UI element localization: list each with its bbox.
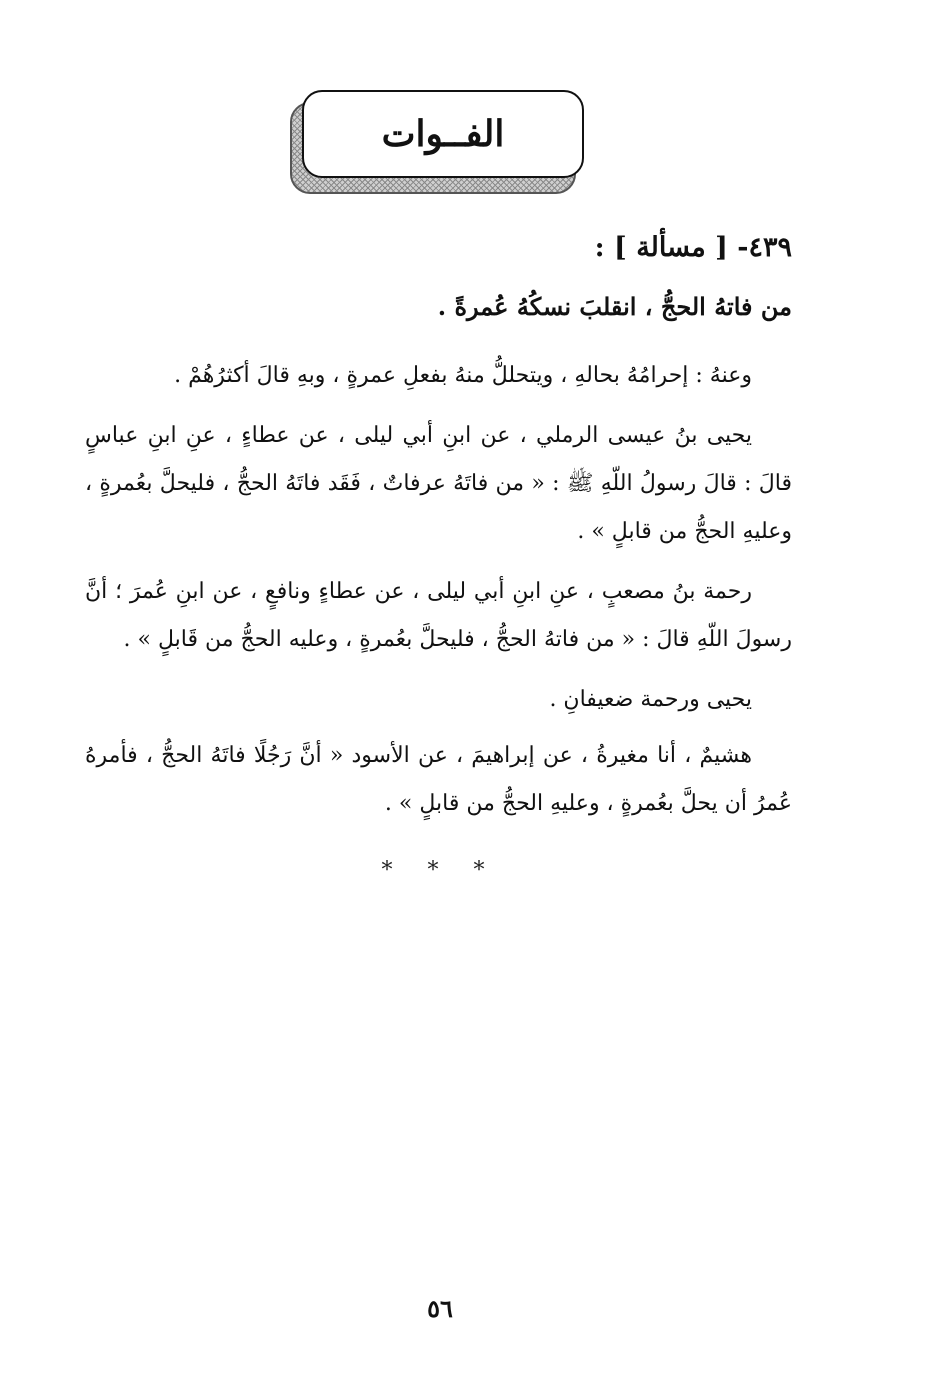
paragraph-5: هشيمٌ ، أنا مغيرةُ ، عن إبراهيمَ ، عن الأسود « أنَّ رَجُلًا فاتَهُ الحجُّ ، فأمرهُ عُمرُ أن يحلَّ بعُمرةٍ ، وعليهِ الحجُّ من قابلٍ » . <box>85 743 792 816</box>
entry-label: [ مسألة ] : <box>594 232 728 263</box>
page-number: ٥٦ <box>427 1294 453 1323</box>
title-box <box>302 90 584 178</box>
paragraph-2: يحيى بنُ عيسى الرملي ، عن ابنِ أبي ليلى ، عن عطاءٍ ، عنِ ابنِ عباسٍ قالَ : قالَ رسولُ اللّهِ ﷺ : « من فاتَهُ عرفاتٌ ، فَقَد فاتَهُ الحجُّ ، فليحلَّ بعُمرةٍ ، وعليهِ الحجُّ من قابلٍ » . <box>85 423 792 544</box>
entry-heading <box>85 232 792 263</box>
entry-number: ٤٣٩- <box>737 232 792 263</box>
chapter-title: الفــوات <box>381 113 505 155</box>
chapter-title-frame <box>290 90 590 190</box>
ruling-statement: من فاتهُ الحجُّ ، انقلبَ نسكُهُ عُمرةً . <box>437 292 792 321</box>
paragraph-3: رحمة بنُ مصعبٍ ، عنِ ابنِ أبي ليلى ، عن عطاءٍ ونافعٍ ، عن ابنِ عُمرَ ؛ أنَّ رسولَ اللّهِ قالَ : « من فاتهُ الحجُّ ، فليحلَّ بعُمرةٍ ، وعليه الحجُّ من قَابلٍ » . <box>85 579 792 652</box>
paragraph-1: وعنهُ : إحرامُهُ بحالهِ ، ويتحللُّ منهُ بفعلِ عمرةٍ ، وبهِ قالَ أكثرُهُمْ . <box>174 363 752 388</box>
paragraph-4: يحيى ورحمة ضعيفانِ . <box>549 687 752 712</box>
section-separator: * * * <box>381 858 499 883</box>
